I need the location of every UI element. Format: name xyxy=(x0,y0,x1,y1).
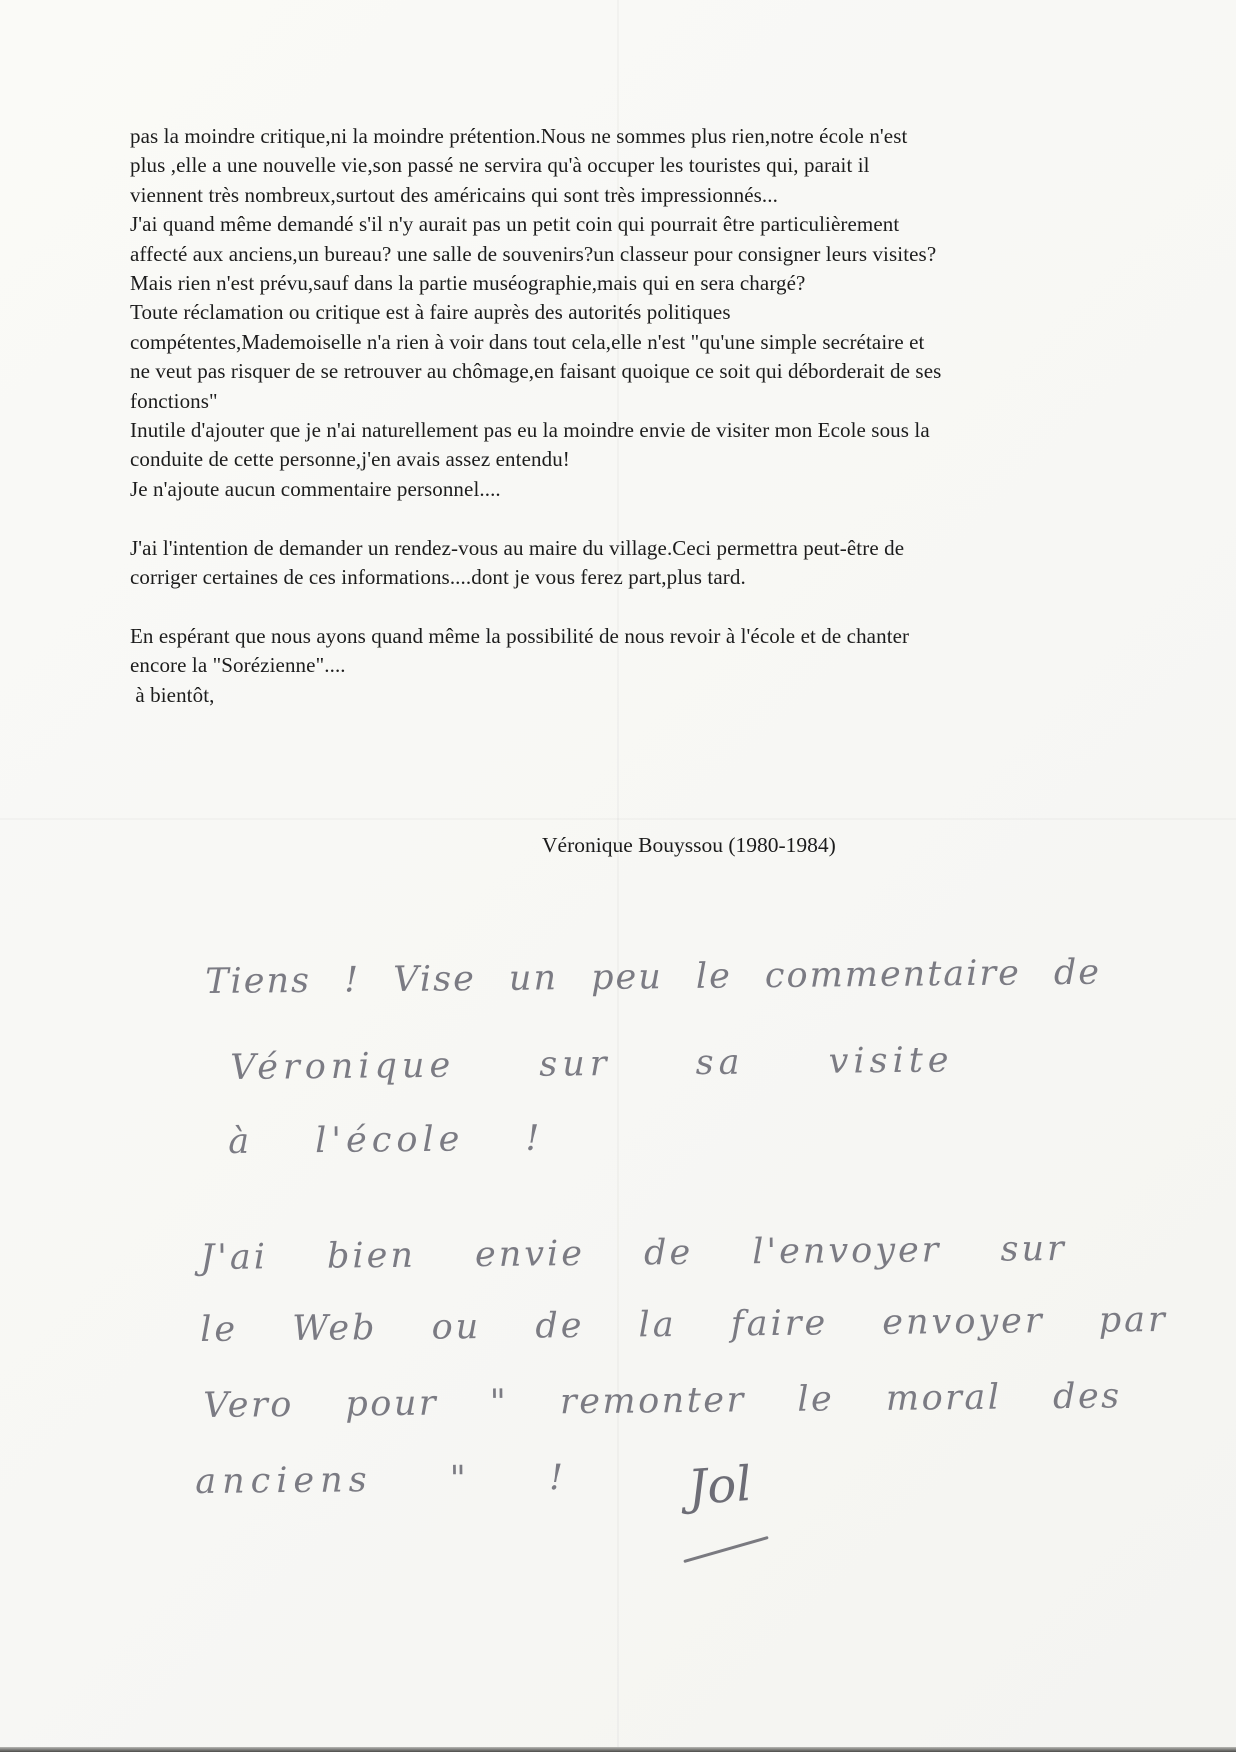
handwritten-signature: Jol xyxy=(686,1455,754,1517)
handwritten-line: anciens " ! xyxy=(195,1458,570,1502)
letter-line: Mais rien n'est prévu,sauf dans la partie muséographie,mais qui en sera chargé? xyxy=(130,271,806,296)
handwritten-line: Véronique sur sa visite xyxy=(230,1040,954,1088)
scan-bottom-edge xyxy=(0,1747,1236,1752)
letter-line: ne veut pas risquer de se retrouver au chômage,en faisant quoique ce soit qui déborderait de ses xyxy=(130,359,942,384)
handwritten-line: J'ai bien envie de l'envoyer sur xyxy=(200,1228,1067,1278)
letter-line: fonctions" xyxy=(130,388,218,413)
letter-line: J'ai quand même demandé s'il n'y aurait pas un petit coin qui pourrait être particulièrement xyxy=(130,212,900,237)
letter-line: encore la "Sorézienne".... xyxy=(130,653,346,678)
letter-line: Inutile d'ajouter que je n'ai naturellement pas eu la moindre envie de visiter mon Ecole sous la xyxy=(130,418,930,443)
letter-author-signature: Véronique Bouyssou (1980-1984) xyxy=(542,833,836,857)
handwritten-line: Tiens ! Vise un peu le commentaire de xyxy=(205,952,1102,1002)
letter-line: viennent très nombreux,surtout des américains qui sont très impressionnés... xyxy=(130,182,778,207)
handwritten-line: le Web ou de la faire envoyer par xyxy=(200,1299,1168,1350)
letter-line: Je n'ajoute aucun commentaire personnel.... xyxy=(130,476,501,501)
letter-line: conduite de cette personne,j'en avais assez entendu! xyxy=(130,447,570,472)
letter-line: à bientôt, xyxy=(130,682,215,707)
letter-line: affecté aux anciens,un bureau? une salle de souvenirs?un classeur pour consigner leurs visites? xyxy=(130,241,937,266)
letter-body xyxy=(130,122,992,710)
letter-line: compétentes,Mademoiselle n'a rien à voir dans tout cela,elle n'est "qu'une simple secrétaire et xyxy=(130,329,925,354)
letter-line: Toute réclamation ou critique est à faire auprès des autorités politiques xyxy=(130,300,731,325)
letter-line: pas la moindre critique,ni la moindre prétention.Nous ne sommes plus rien,notre école n'est xyxy=(130,124,908,148)
paper-crease-horizontal xyxy=(0,818,1236,820)
letter-line: J'ai l'intention de demander un rendez-vous au maire du village.Ceci permettra peut-être de xyxy=(130,535,905,560)
handwritten-line: à l'école ! xyxy=(228,1118,545,1162)
letter-line: En espérant que nous ayons quand même la possibilité de nous revoir à l'école et de chanter xyxy=(130,623,910,648)
handwritten-signature-flourish xyxy=(683,1536,768,1563)
letter-line: corriger certaines de ces informations....dont je vous ferez part,plus tard. xyxy=(130,565,746,590)
letter-line-blank xyxy=(130,592,992,621)
handwritten-line: Vero pour " remonter le moral des xyxy=(203,1376,1122,1426)
letter-line: plus ,elle a une nouvelle vie,son passé ne servira qu'à occuper les touristes qui, parait il xyxy=(130,153,870,178)
letter-line-blank xyxy=(130,504,992,533)
